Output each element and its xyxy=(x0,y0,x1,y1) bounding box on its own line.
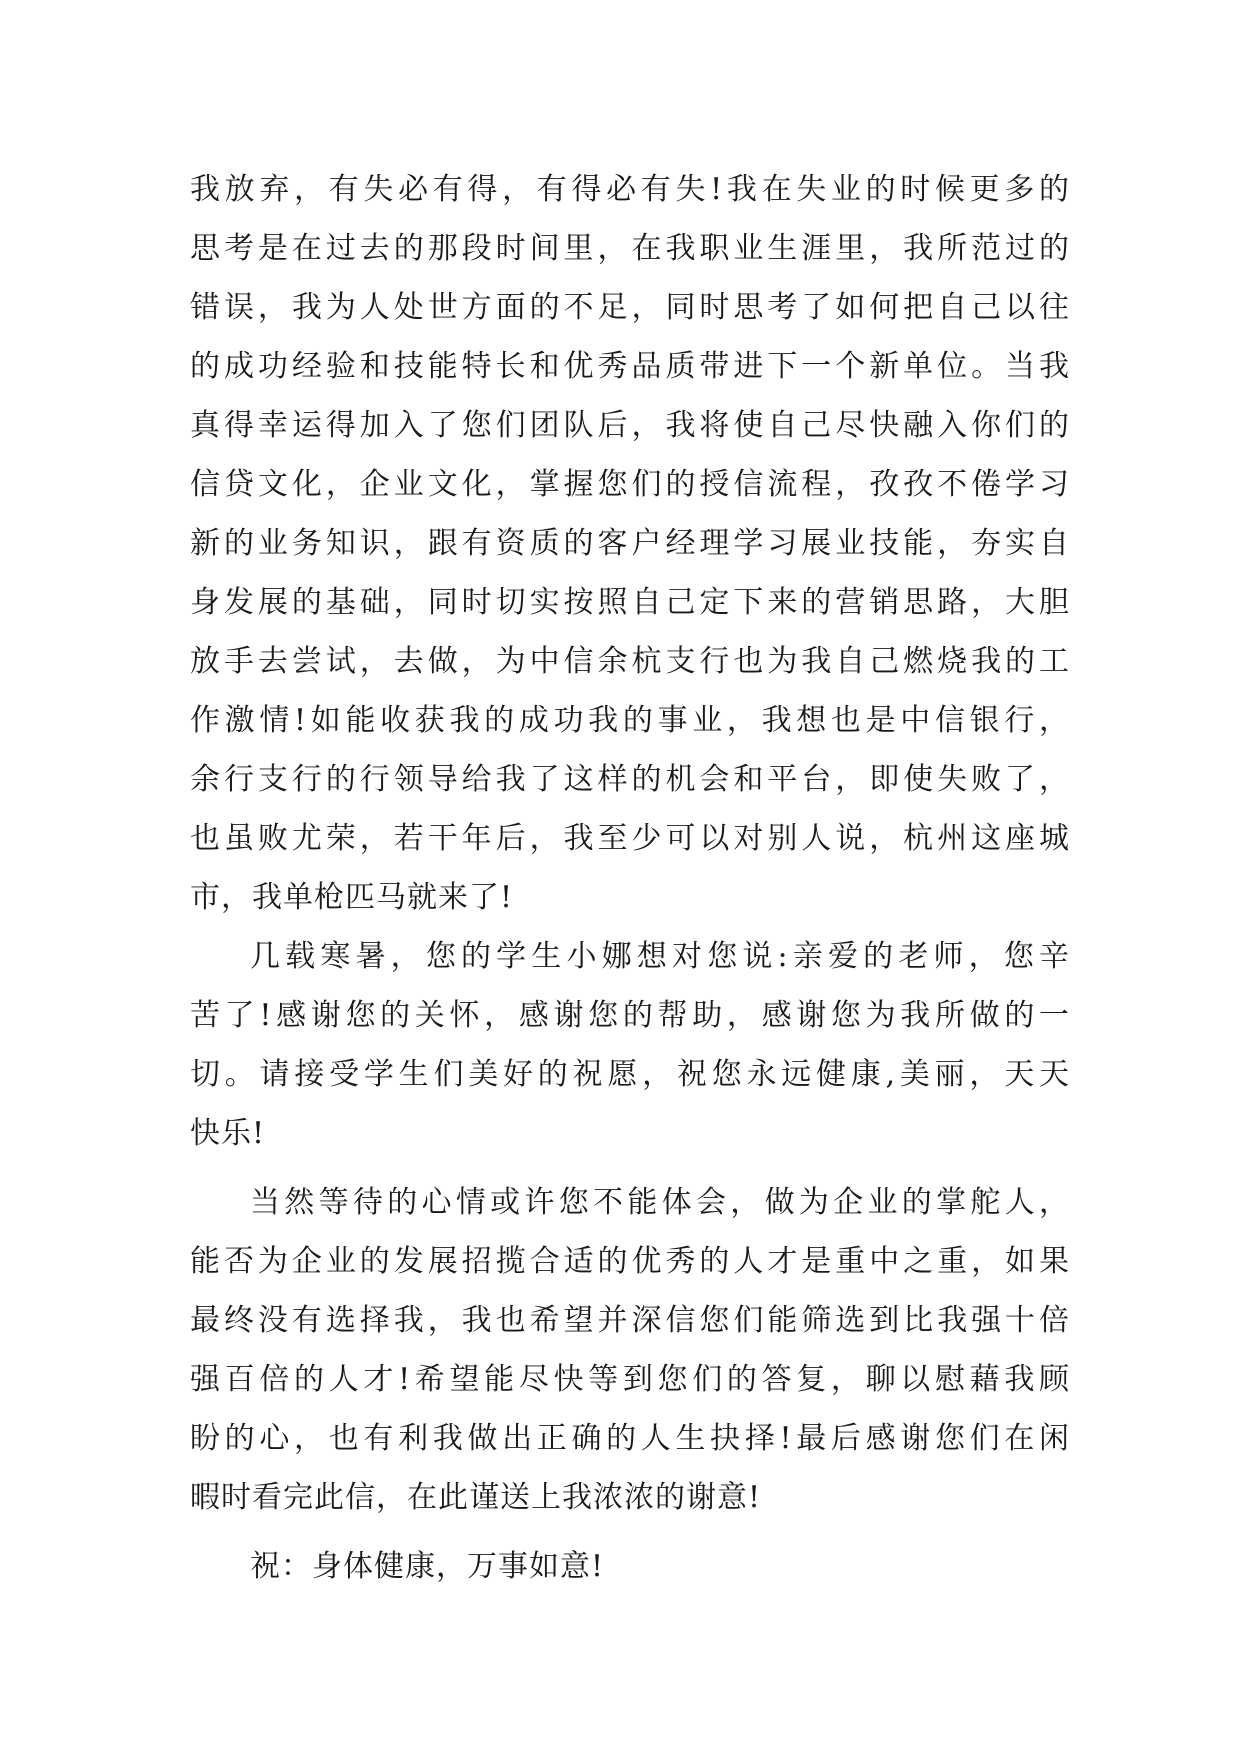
closing-wish-line: 祝：身体健康，万事如意! xyxy=(250,1549,605,1584)
text-line: 放手去尝试，去做，为中信余杭支行也为我自己燃烧我的工 xyxy=(190,644,1070,679)
text-line: 我放弃，有失必有得，有得必有失!我在失业的时候更多的 xyxy=(190,172,1070,207)
text-line: 余行支行的行领导给我了这样的机会和平台，即使失败了， xyxy=(190,762,1070,797)
text-line: 快乐! xyxy=(190,1116,266,1151)
letter-body xyxy=(190,160,1070,1596)
text-line: 苦了!感谢您的关怀，感谢您的帮助，感谢您为我所做的一 xyxy=(190,998,1070,1033)
text-line: 信贷文化，企业文化，掌握您们的授信流程，孜孜不倦学习 xyxy=(190,467,1070,502)
text-line: 盼的心，也有利我做出正确的人生抉择!最后感谢您们在闲 xyxy=(190,1421,1070,1456)
text-line: 真得幸运得加入了您们团队后，我将使自己尽快融入你们的 xyxy=(190,408,1070,443)
paragraph-start-line: 几载寒暑，您的学生小娜想对您说:亲爱的老师，您辛 xyxy=(250,939,1070,974)
text-line: 也虽败尤荣，若干年后，我至少可以对别人说，杭州这座城 xyxy=(190,821,1070,856)
text-line: 强百倍的人才!希望能尽快等到您们的答复，聊以慰藉我顾 xyxy=(190,1362,1070,1397)
text-line: 错误，我为人处世方面的不足，同时思考了如何把自己以往 xyxy=(190,290,1070,325)
paragraph-start-line: 当然等待的心情或许您不能体会，做为企业的掌舵人， xyxy=(250,1185,1070,1220)
text-line: 思考是在过去的那段时间里，在我职业生涯里，我所范过的 xyxy=(190,231,1070,266)
text-line: 市，我单枪匹马就来了! xyxy=(190,880,514,915)
text-line: 切。请接受学生们美好的祝愿，祝您永远健康,美丽，天天 xyxy=(190,1057,1070,1092)
text-line: 身发展的基础，同时切实按照自己定下来的营销思路，大胆 xyxy=(190,585,1070,620)
text-line: 能否为企业的发展招揽合适的优秀的人才是重中之重，如果 xyxy=(190,1244,1070,1279)
text-line: 的成功经验和技能特长和优秀品质带进下一个新单位。当我 xyxy=(190,349,1070,384)
text-line: 作激情!如能收获我的成功我的事业，我想也是中信银行， xyxy=(190,703,1070,738)
paragraph-gap xyxy=(190,1163,1070,1173)
text-line: 最终没有选择我，我也希望并深信您们能筛选到比我强十倍 xyxy=(190,1303,1070,1338)
paragraph-gap xyxy=(190,1527,1070,1537)
text-line: 暇时看完此信，在此谨送上我浓浓的谢意! xyxy=(190,1480,762,1515)
text-line: 新的业务知识，跟有资质的客户经理学习展业技能，夯实自 xyxy=(190,526,1070,561)
